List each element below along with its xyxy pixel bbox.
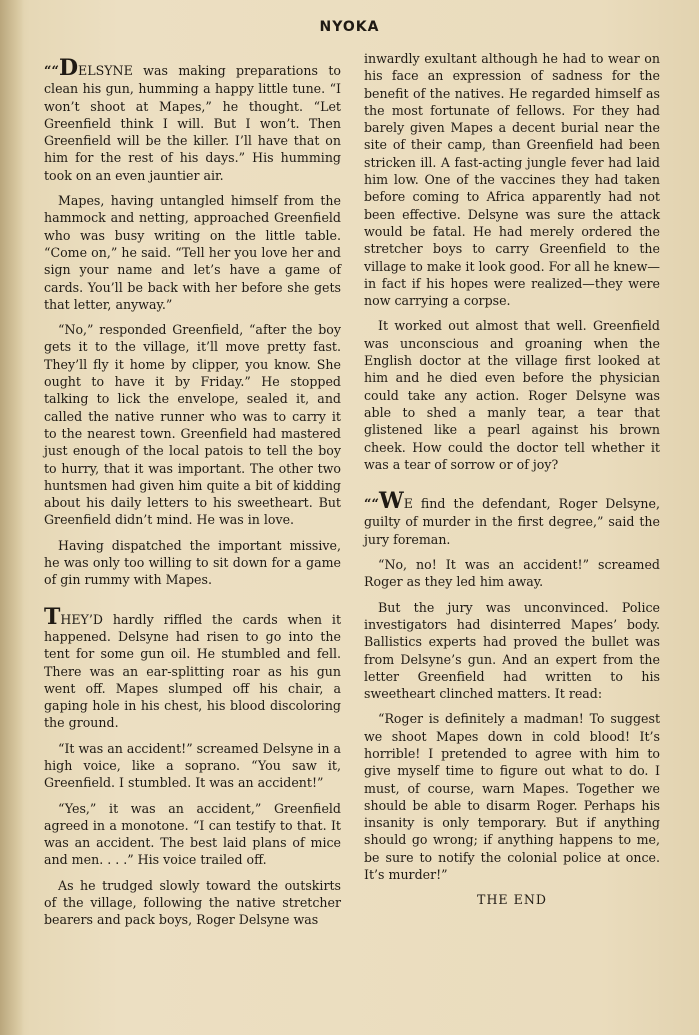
opening-quote-mark: ““ bbox=[364, 497, 379, 513]
paragraph-section-start bbox=[44, 603, 341, 732]
paragraph: Mapes, having untangled himself from the hammock and netting, approached Greenfield who was busy writing on the little table. “Come on,” he said. “Tell her you love her and sign your name and let’s have a game of cards. You’ll be back with her before she gets that letter, anyway.” bbox=[44, 193, 341, 312]
paragraph: As he trudged slowly toward the outskirts of the village, following the native stretcher bearers and pack boys, Roger Delsyne was bbox=[44, 877, 341, 928]
drop-cap: W bbox=[378, 488, 404, 515]
paragraph: But the jury was unconvinced. Police investigators had disinterred Mapes’ body. Ballistics experts had proved the bullet was from Delsyne’s gun. And an expert from the letter Greenfield had written to his sweetheart clinched matters. It read: bbox=[364, 599, 660, 702]
page-header-title: NYOKA bbox=[319, 19, 380, 35]
drop-cap: T bbox=[44, 603, 61, 630]
paragraph: “No, no! It was an accident!” screamed Roger as they led him away. bbox=[364, 557, 660, 590]
paragraph-opening bbox=[44, 55, 341, 184]
paragraph: “It was an accident!” screamed Delsyne in a high voice, like a soprano. “You saw it, Greenfield. I stumbled. It was an accident!” bbox=[44, 740, 342, 791]
quoted-letter: “Roger is definitely a madman! To suggest we shoot Mapes down in cold blood! It’s horrible! I pretended to agree with him to give myself time to figure out what to do. I must, of course, warn Mapes. Together we should be able to disarm Roger. Perhaps his insanity is only temporary. But if anything should go wrong; if anything happens to me, be sure to notify the colonial police at once. It’s murder!” bbox=[364, 711, 660, 883]
paragraph: “No,” responded Greenfield, “after the boy gets it to the village, it’ll move pretty fast. They’ll fly it home by clipper, you know. She ought to have it by Friday.” He stopped talking to lick the envelope, sealed it, and called the native runner who was to carry it to the nearest town. Greenfield had mastered just enough of the local patois to tell the boy to hurry, that it was important. The other two huntsmen had given him quite a bit of kidding about his daily letters to his sweetheart. But Greenfield didn’t mind. He was in love. bbox=[44, 322, 341, 528]
left-column bbox=[44, 55, 342, 937]
paragraph-text: HEY’D hardly riffled the cards when it happened. Delsyne had risen to go into the tent for some gun oil. He stumbled and fell. There was an ear-splitting roar as his gun went off. Mapes slumped off his chair, a gaping hole in his chest, his blood discoloring the ground. bbox=[44, 611, 341, 731]
paragraph: Having dispatched the important missive, he was only too willing to sit down for a game of gin rummy with Mapes. bbox=[44, 537, 341, 588]
paragraph-section-start bbox=[364, 488, 660, 548]
the-end-label: THE END bbox=[477, 892, 547, 908]
page-spine-shadow bbox=[0, 0, 24, 1035]
paragraph-text: E find the defendant, Roger Delsyne, guilty of murder in the first degree,” said the jury foreman. bbox=[364, 496, 660, 547]
paragraph: “Yes,” it was an accident,” Greenfield agreed in a monotone. “I can testify to that. It was an accident. The best laid plans of mice and men. . . .” His voice trailed off. bbox=[44, 800, 341, 868]
paragraph-text: ELSYNE was making preparations to clean his gun, humming a happy little tune. “I won’t shoot at Mapes,” he thought. “Let Greenfield think I will. But I won’t. Then Greenfield will be the killer. I’ll have that on him for the rest of his days.” His humming took on an even jauntier air. bbox=[44, 63, 341, 183]
paragraph: It worked out almost that well. Greenfield was unconscious and groaning when the English doctor at the village first looked at him and he died even before the physician could take any action. Roger Delsyne was able to shed a manly tear, a tear that glistened like a pearl against his brown cheek. How could the doctor tell whether it was a tear of sorrow or of joy? bbox=[364, 318, 660, 472]
drop-cap: D bbox=[58, 55, 79, 81]
paragraph: inwardly exultant although he had to wear on his face an expression of sadness for the benefit of the natives. He regarded himself as the most fortunate of fellows. For they had barely given Mapes a decent burial near the site of their camp, than Greenfield had been stricken ill. A fast-acting jungle fever had laid him low. One of the vaccines they had taken before coming to Africa apparently had not been effective. Delsyne was sure the attack would be fatal. He had merely ordered the stretcher boys to carry Greenfield to the village to make it look good. For all he knew—in fact if his hopes were realized—they were now carrying a corpse. bbox=[364, 51, 660, 309]
opening-quote-mark: ““ bbox=[44, 64, 59, 79]
right-column bbox=[364, 50, 660, 917]
